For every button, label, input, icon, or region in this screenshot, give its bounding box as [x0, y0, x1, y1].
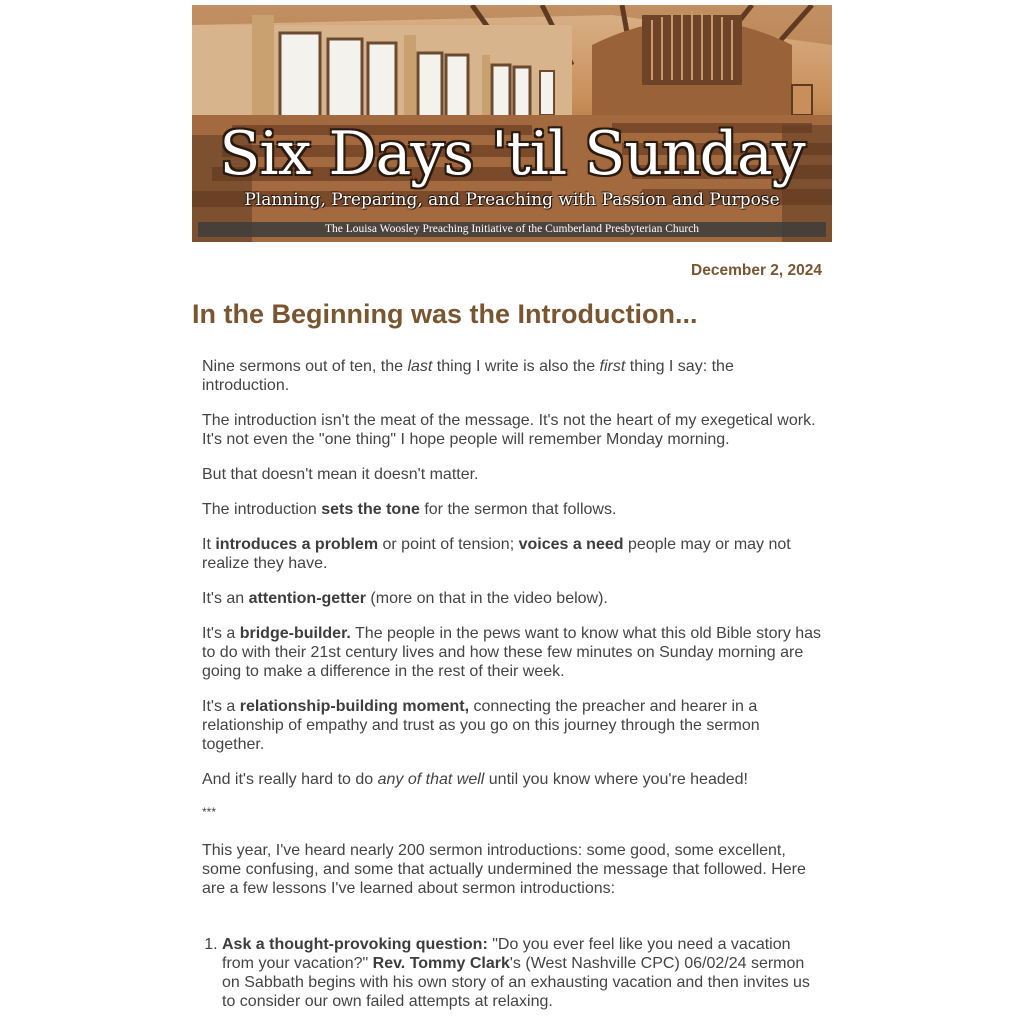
list-item: 1. Ask a thought-provoking question: "Do you ever feel like you need a vacation from your vacation?" Rev. Tommy Clark's (West Nashville CPC) 06/02/24 sermon on Sabbath begins with his own story of an exhausting vacation and then invites us to consider our own failed attempts at relaxing.	[222, 935, 824, 1011]
issue-date: December 2, 2024	[691, 262, 822, 279]
paragraph-meat: The introduction isn't the meat of the message. It's not the heart of my exegetical work. It's not even the "one thing" I hope people will remember Monday morning.	[202, 412, 816, 448]
paragraph-matter: But that doesn't mean it doesn't matter.	[202, 466, 479, 483]
paragraph-problem: It introduces a problem or point of tension; voices a need people may or may not realize they have.	[202, 536, 791, 572]
article-headline: In the Beginning was the Introduction...	[192, 299, 698, 329]
paragraph-attention: It's an attention-getter (more on that in the video below).	[202, 590, 608, 607]
banner-caption-strip: The Louisa Woosley Preaching Initiative of the Cumberland Presbyterian Church	[198, 222, 826, 237]
paragraph-tone: The introduction sets the tone for the sermon that follows.	[202, 501, 617, 518]
paragraph-headed: And it's really hard to do any of that well until you know where you're headed!	[202, 771, 748, 788]
banner-subtitle: Planning, Preparing, and Preaching with Passion and Purpose	[244, 190, 780, 210]
paragraph-intro: Nine sermons out of ten, the last thing I write is also the first thing I say: the introduction.	[202, 358, 734, 394]
newsletter-page	[192, 5, 832, 1010]
paragraph-lessons-intro: This year, I've heard nearly 200 sermon introductions: some good, some excellent, some confusing, and some that actually undermined the message that followed. Here are a few lessons I've learned about sermon introductions:	[202, 842, 806, 897]
header-banner	[192, 5, 832, 242]
paragraph-relationship: It's a relationship-building moment, connecting the preacher and hearer in a relationship of empathy and trust as you go on this journey through the sermon together.	[202, 698, 760, 753]
lessons-list	[202, 935, 824, 1011]
section-divider: ***	[202, 805, 217, 819]
paragraph-bridge: It's a bridge-builder. The people in the pews want to know what this old Bible story has to do with their 21st century lives and how these few minutes on Sunday morning are going to make a difference in the rest of their week.	[202, 625, 822, 680]
banner-title: Six Days 'til Sunday	[219, 119, 805, 189]
article-body	[202, 357, 824, 1011]
